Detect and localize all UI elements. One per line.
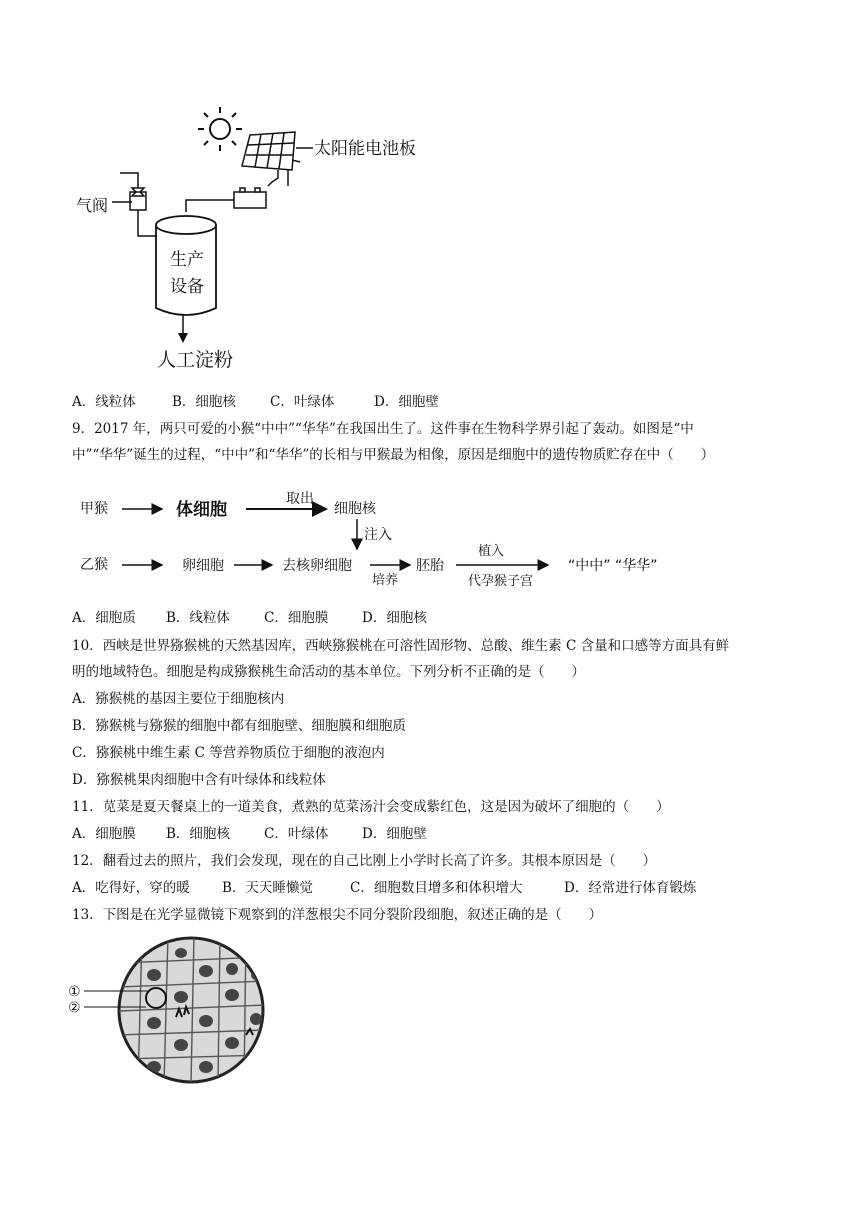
q9-option-c[interactable]: C．细胞膜 (264, 610, 329, 626)
q11-stem: 11．苋菜是夏天餐桌上的一道美食，煮熟的苋菜汤汁会变成紫红色，这是因为破坏了细胞的（ ） (72, 799, 670, 815)
output-arrow-icon (178, 333, 188, 343)
q8-option-d[interactable]: D．细胞壁 (374, 394, 439, 410)
solar-starch-diagram (70, 100, 450, 380)
q10-stem-line1: 10．西峡是世界猕猴桃的天然基因库，西峡猕猴桃在可溶性固形物、总酸、维生素 C 含量和口感等方面具有鲜 (72, 638, 730, 654)
monkey-a-label: 甲猴 (80, 501, 108, 517)
embryo-label: 胚胎 (416, 558, 444, 574)
solar-panel-icon (242, 132, 300, 170)
valve-label: 气阀 (76, 196, 109, 215)
enucleated-egg-label: 去核卵细胞 (282, 558, 352, 574)
result-label: “中中” “华华” (568, 558, 658, 574)
q8-option-c[interactable]: C．叶绿体 (270, 394, 335, 410)
q11-options (72, 824, 427, 844)
egg-cell-label: 卵细胞 (182, 558, 224, 574)
monkey-b-label: 乙猴 (80, 557, 108, 573)
q8-option-a[interactable]: A．线粒体 (72, 394, 136, 410)
q12-option-a[interactable]: A．吃得好，穿的暖 (72, 880, 190, 896)
q10-option-b[interactable]: B．猕猴桃与猕猴的细胞中都有细胞壁、细胞膜和细胞质 (72, 718, 406, 734)
solar-panel-label: 太阳能电池板 (314, 139, 416, 159)
q12-stem: 12．翻看过去的照片，我们会发现，现在的自己比刚上小学时长高了许多。其根本原因是（ ） (72, 853, 657, 869)
q11-option-b[interactable]: B．细胞核 (166, 826, 230, 842)
q10-stem-line2: 明的地域特色。细胞是构成猕猴桃生命活动的基本单位。下列分析不正确的是（ ） (72, 664, 585, 680)
q10-option-c[interactable]: C．猕猴桃中维生素 C 等营养物质位于细胞的液泡内 (72, 745, 385, 761)
q12-option-b[interactable]: B．天天睡懒觉 (222, 880, 313, 896)
q9-options (72, 608, 427, 628)
surrogate-label: 代孕猴子宫 (468, 574, 534, 589)
q8-options (72, 392, 439, 412)
q9-option-d[interactable]: D．细胞核 (362, 610, 427, 626)
q11-option-d[interactable]: D．细胞壁 (362, 826, 427, 842)
q10-option-d[interactable]: D．猕猴桃果肉细胞中含有叶绿体和线粒体 (72, 772, 326, 788)
q12-option-d[interactable]: D．经常进行体育锻炼 (564, 880, 697, 896)
q11-option-a[interactable]: A．细胞膜 (72, 826, 136, 842)
starch-label: 人工淀粉 (157, 349, 234, 371)
q12-options (72, 878, 696, 898)
equipment-label-line2: 设备 (170, 277, 204, 297)
q9-stem-line2: 中”“华华”诞生的过程，“中中”和“华华”的长相与甲猴最为相像，原因是细胞中的遗传物质贮存在中（ ） (72, 447, 715, 463)
onion-root-tip-micrograph (66, 935, 286, 1085)
culture-label: 培养 (372, 573, 399, 588)
sun-icon (198, 107, 242, 151)
inject-label: 注入 (364, 527, 392, 543)
equipment-label-line1: 生产 (170, 250, 204, 270)
take-out-label: 取出 (286, 491, 314, 507)
marker-2-label: ② (68, 1000, 81, 1016)
battery-icon (234, 188, 266, 208)
q11-option-c[interactable]: C．叶绿体 (264, 826, 329, 842)
q9-option-a[interactable]: A．细胞质 (72, 610, 136, 626)
q10-option-a[interactable]: A．猕猴桃的基因主要位于细胞核内 (72, 691, 285, 707)
q9-stem-line1: 9．2017 年，两只可爱的小猴“中中”“华华”在我国出生了。这件事在生物科学界引起了轰动。如图是“中 (72, 421, 694, 437)
body-cell-label: 体细胞 (176, 500, 227, 520)
q13-stem: 13．下图是在光学显微镜下观察到的洋葱根尖不同分裂阶段细胞，叙述正确的是（ ） (72, 907, 603, 923)
implant-label: 植入 (478, 544, 505, 559)
clone-process-diagram (70, 485, 710, 595)
marker-1-label: ① (68, 984, 81, 1000)
q8-option-b[interactable]: B．细胞核 (172, 394, 236, 410)
q12-option-c[interactable]: C．细胞数目增多和体积增大 (350, 880, 523, 896)
q9-option-b[interactable]: B．线粒体 (166, 610, 230, 626)
nucleus-label: 细胞核 (334, 501, 376, 517)
